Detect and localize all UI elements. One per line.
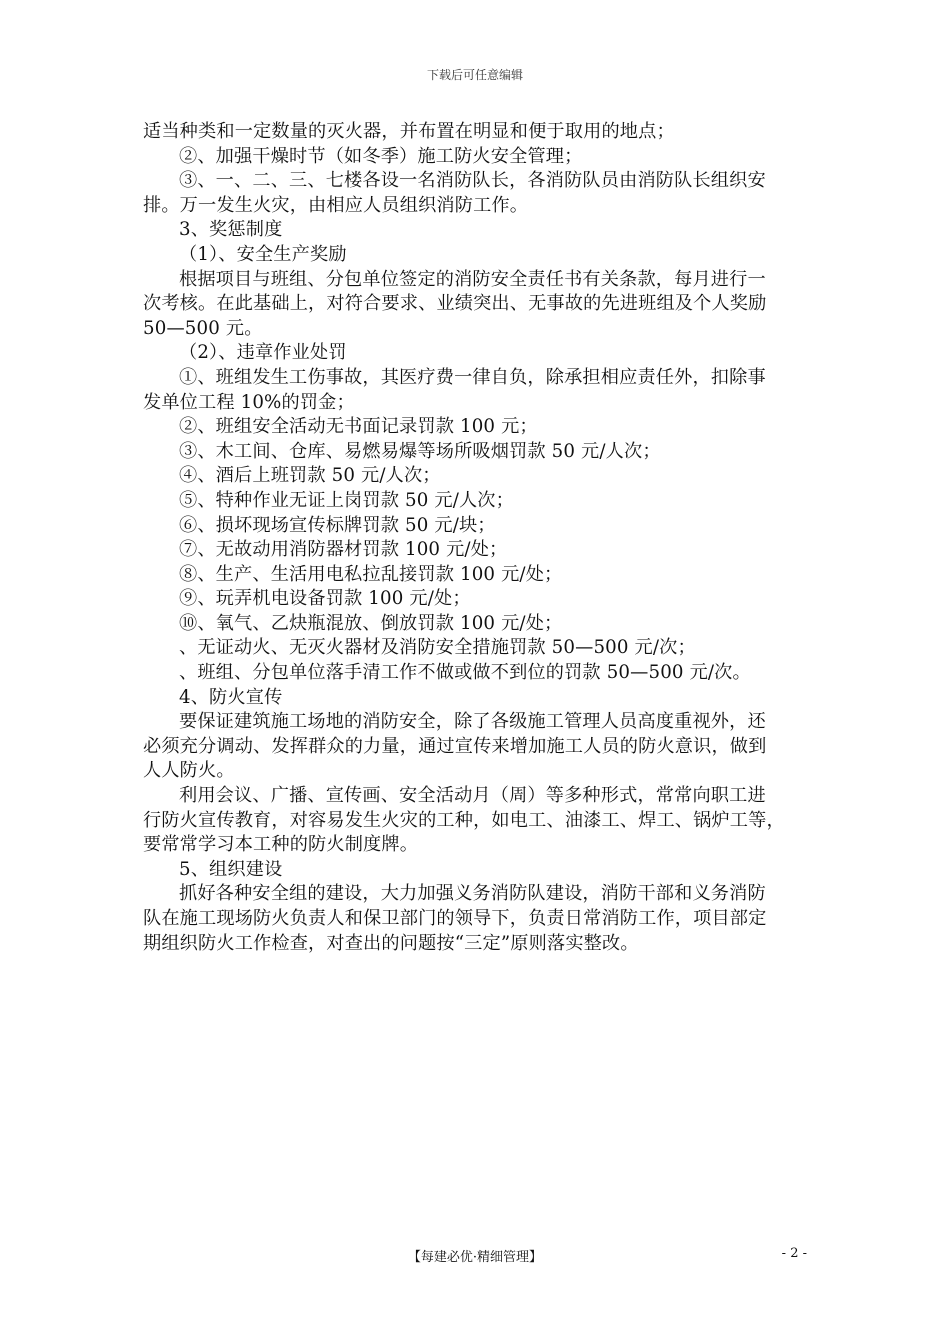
penalty-item-7: ⑦、无故动用消防器材罚款 100 元/处； (179, 539, 508, 561)
page-header: 下载后可任意编辑 (426, 68, 523, 82)
body-line-3: ③、一、二、三、七楼各设一名消防队长，各消防队员由消防队长组织安 (179, 170, 766, 192)
penalty-item-9: ⑨、玩弄机电设备罚款 100 元/处； (179, 588, 471, 610)
body-line-32: 抓好各种安全组的建设，大力加强义务消防队建设，消防干部和义务消防 (179, 883, 766, 905)
penalty-item-8: ⑧、生产、生活用电私拉乱接罚款 100 元/处； (179, 563, 563, 585)
penalty-item-2: ②、班组安全活动无书面记录罚款 100 元； (179, 416, 538, 438)
body-line-9: 50—500 元。 (143, 317, 263, 339)
penalty-item-6: ⑥、损坏现场宣传标牌罚款 50 元/块； (179, 514, 496, 536)
body-line-30: 要常常学习本工种的防火制度牌。 (143, 834, 419, 856)
body-line-1: 适当种类和一定数量的灭火器，并布置在明显和便于取用的地点； (143, 121, 675, 142)
body-line-2: ②、加强干燥时节（如冬季）施工防火安全管理； (179, 145, 583, 167)
body-line-4: 排。万一发生火灾，由相应人员组织消防工作。 (143, 194, 529, 216)
page-number: - 2 - (781, 1246, 807, 1261)
penalty-item-3: ③、木工间、仓库、易燃易爆等场所吸烟罚款 50 元/人次； (179, 440, 661, 462)
body-line-26: 必须充分调动、发挥群众的力量，通过宣传来增加施工人员的防火意识，做到 (143, 735, 767, 757)
body-line-25: 要保证建筑施工场地的消防安全，除了各级施工管理人员高度重视外，还 (179, 711, 766, 733)
penalty-item-4: ④、酒后上班罚款 50 元/人次； (179, 465, 441, 487)
penalty-item-1-cont: 发单位工程 10%的罚金； (143, 391, 355, 413)
body-line-8: 次考核。在此基础上，对符合要求、业绩突出、无事故的先进班组及个人奖励 (143, 293, 767, 315)
document-body (143, 120, 823, 956)
body-line-34: 期组织防火工作检查，对查出的问题按“三定”原则落实整改。 (143, 932, 639, 954)
penalty-item-10: ⑩、氧气、乙炔瓶混放、倒放罚款 100 元/处； (179, 612, 563, 634)
section-heading-publicity: 4、防火宣传 (179, 686, 283, 708)
penalty-item-1: ①、班组发生工伤事故，其医疗费一律自负，除承担相应责任外，扣除事 (179, 366, 766, 388)
body-line-29: 行防火宣传教育，对容易发生火灾的工种，如电工、油漆工、焊工、锅炉工等， (143, 809, 785, 831)
section-heading-rewards: 3、奖惩制度 (179, 219, 283, 241)
penalty-item-11: 、无证动火、无灭火器材及消防安全措施罚款 50—500 元/次； (179, 637, 696, 659)
body-line-28: 利用会议、广播、宣传画、安全活动月（周）等多种形式，常常向职工进 (179, 785, 766, 807)
body-line-27: 人人防火。 (143, 760, 235, 782)
penalty-item-12: 、班组、分包单位落手清工作不做或做不到位的罚款 50—500 元/次。 (179, 662, 751, 684)
subheading-violation-penalty: （2）、违章作业处罚 (179, 342, 347, 364)
penalty-item-5: ⑤、特种作业无证上岗罚款 50 元/人次； (179, 489, 514, 511)
footer-slogan: 【每建必优·精细管理】 (407, 1250, 543, 1265)
body-line-7: 根据项目与班组、分包单位签定的消防安全责任书有关条款，每月进行一 (179, 268, 766, 290)
body-line-33: 队在施工现场防火负责人和保卫部门的领导下，负责日常消防工作，项目部定 (143, 908, 767, 929)
section-heading-organization: 5、组织建设 (179, 858, 283, 880)
subheading-safety-reward: （1）、安全生产奖励 (179, 243, 347, 265)
